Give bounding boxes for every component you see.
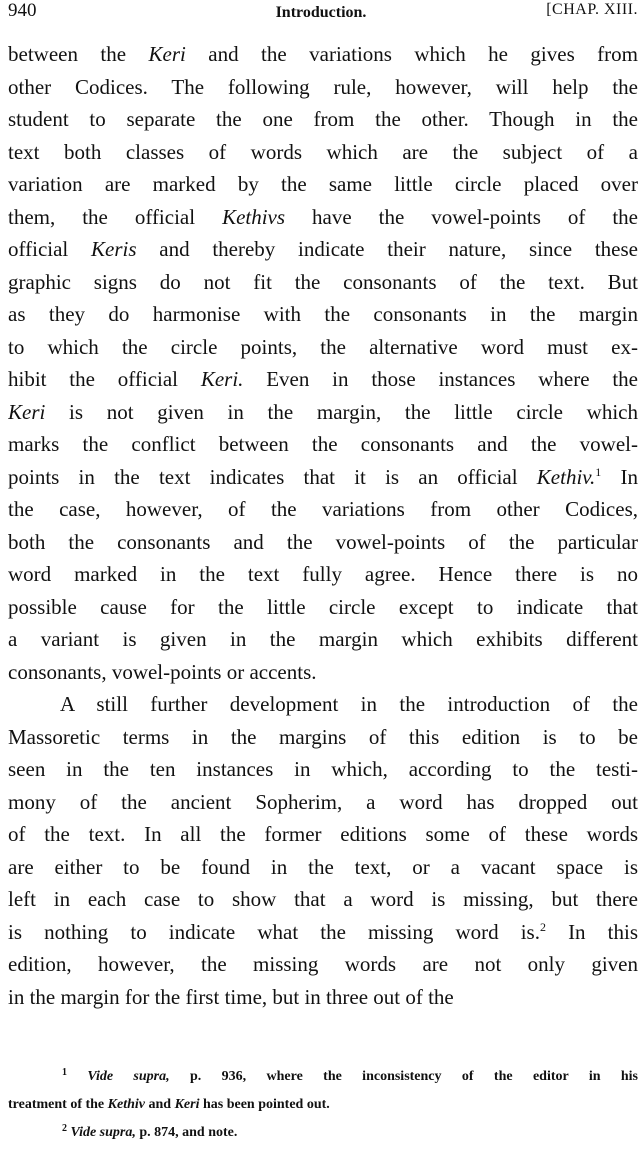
text-run: treatment of the — [8, 1097, 108, 1112]
text-line — [8, 558, 638, 591]
text-line — [8, 656, 638, 689]
text-line — [8, 136, 638, 169]
text-line — [8, 591, 638, 624]
text-line — [8, 363, 638, 396]
italic-term: Kethiv. — [536, 464, 596, 489]
text-line — [8, 948, 638, 981]
text-run: official — [8, 237, 91, 261]
text-run: mony of the ancient Sopherim, a word has dropped out — [8, 789, 638, 814]
text-run: a variant is given in the margin which exhibits different — [8, 627, 638, 651]
text-run: to which the circle points, the alternative word must ex- — [8, 334, 638, 359]
footnote-ref: 1 — [595, 464, 602, 479]
text-run: both the consonants and the vowel-points of the particular — [8, 529, 638, 554]
text-line — [8, 753, 638, 786]
text-run: of the text. In all the former editions some of these words — [8, 822, 638, 846]
text-run: word marked in the text fully agree. Hence there is no — [8, 562, 638, 586]
text-line — [8, 396, 638, 429]
paragraph-1 — [8, 38, 638, 688]
text-run: marks the conflict between the consonants and the vowel- — [8, 432, 638, 456]
text-run: variation are marked by the same little circle placed over — [8, 172, 638, 196]
italic-term: Keri — [148, 42, 186, 66]
text-run: is nothing to indicate what the missing word is. — [8, 919, 540, 944]
text-run: hibit the official — [8, 367, 201, 391]
footnote-ref: 2 — [62, 1123, 67, 1134]
text-line — [8, 298, 638, 331]
text-line — [8, 916, 638, 949]
text-run: in the margin for the first time, but in three out of the — [8, 984, 454, 1009]
text-line — [8, 721, 638, 754]
footnote-ref: 2 — [539, 919, 546, 934]
paragraph-2 — [8, 688, 638, 1013]
text-run: between the — [8, 42, 149, 66]
page-number: 940 — [8, 0, 37, 21]
text-line — [8, 786, 638, 819]
text-run: A still further development in the introduction of the — [60, 692, 638, 716]
footnote-line — [8, 1063, 638, 1091]
text-run: Even in those instances where the — [243, 367, 638, 391]
text-run: and thereby indicate their nature, since these — [136, 237, 638, 261]
text-line — [8, 233, 638, 266]
italic-term: Kethiv — [107, 1097, 145, 1112]
text-line — [8, 71, 638, 104]
text-line — [8, 428, 638, 461]
text-run: In — [601, 464, 638, 489]
text-line — [8, 883, 638, 916]
text-run: Massoretic terms in the margins of this edition is to be — [8, 724, 638, 749]
text-run: graphic signs do not fit the consonants of the text. But — [8, 269, 638, 294]
text-run — [67, 1069, 87, 1084]
text-run: and — [145, 1097, 175, 1112]
text-run: seen in the ten instances in which, according to the testi- — [8, 757, 638, 781]
italic-term: Keris — [91, 237, 137, 261]
text-run: is not given in the margin, the little circle which — [45, 399, 638, 424]
text-run: left in each case to show that a word is missing, but there — [8, 887, 638, 911]
text-line — [8, 331, 638, 364]
text-line — [8, 201, 638, 234]
footnote-ref: 1 — [62, 1067, 67, 1078]
text-run: p. 874, and note. — [135, 1125, 238, 1140]
footnote-line — [8, 1119, 638, 1147]
footnote-line — [8, 1091, 638, 1119]
italic-term: Kethivs — [222, 204, 286, 229]
text-line — [8, 266, 638, 299]
text-line — [8, 688, 638, 721]
chapter-label: [CHAP. XIII. — [546, 1, 638, 18]
text-run: possible cause for the little circle except to indicate that — [8, 594, 638, 619]
text-run: the case, however, of the variations from other Codices, — [8, 497, 638, 521]
text-run: student to separate the one from the other. Though in the — [8, 107, 638, 131]
text-run: In this — [545, 919, 638, 944]
text-line — [8, 103, 638, 136]
text-run: other Codices. The following rule, however, will help the — [8, 74, 638, 99]
text-line — [8, 851, 638, 884]
italic-term: Keri — [174, 1097, 200, 1112]
text-run: has been pointed out. — [199, 1097, 330, 1112]
page-header — [0, 0, 642, 30]
text-run: p. 936, where the inconsistency of the editor in his — [169, 1069, 638, 1084]
text-line — [8, 981, 638, 1014]
text-line — [8, 38, 638, 71]
italic-term: Vide supra, — [70, 1125, 136, 1140]
text-line — [8, 818, 638, 851]
italic-term: Vide supra, — [87, 1069, 170, 1084]
text-line — [8, 623, 638, 656]
text-run: have the vowel-points of the — [285, 204, 638, 229]
text-line — [8, 493, 638, 526]
text-line — [8, 526, 638, 559]
main-text — [8, 38, 638, 1013]
text-run: edition, however, the missing words are not only given — [8, 952, 638, 976]
italic-term: Keri — [8, 399, 46, 424]
text-run: and the variations which he gives from — [185, 42, 638, 66]
text-run: them, the official — [8, 204, 223, 229]
text-run: points in the text indicates that it is an official — [8, 464, 537, 489]
text-run: are either to be found in the text, or a vacant space is — [8, 854, 638, 879]
text-line — [8, 168, 638, 201]
text-run: text both classes of words which are the subject of a — [8, 139, 638, 164]
running-title: Introduction. — [275, 4, 367, 21]
text-run: as they do harmonise with the consonants in the margin — [8, 302, 638, 326]
text-run: consonants, vowel-points or accents. — [8, 659, 317, 684]
footnotes — [8, 1063, 638, 1147]
text-line — [8, 461, 638, 494]
italic-term: Keri. — [200, 367, 244, 391]
